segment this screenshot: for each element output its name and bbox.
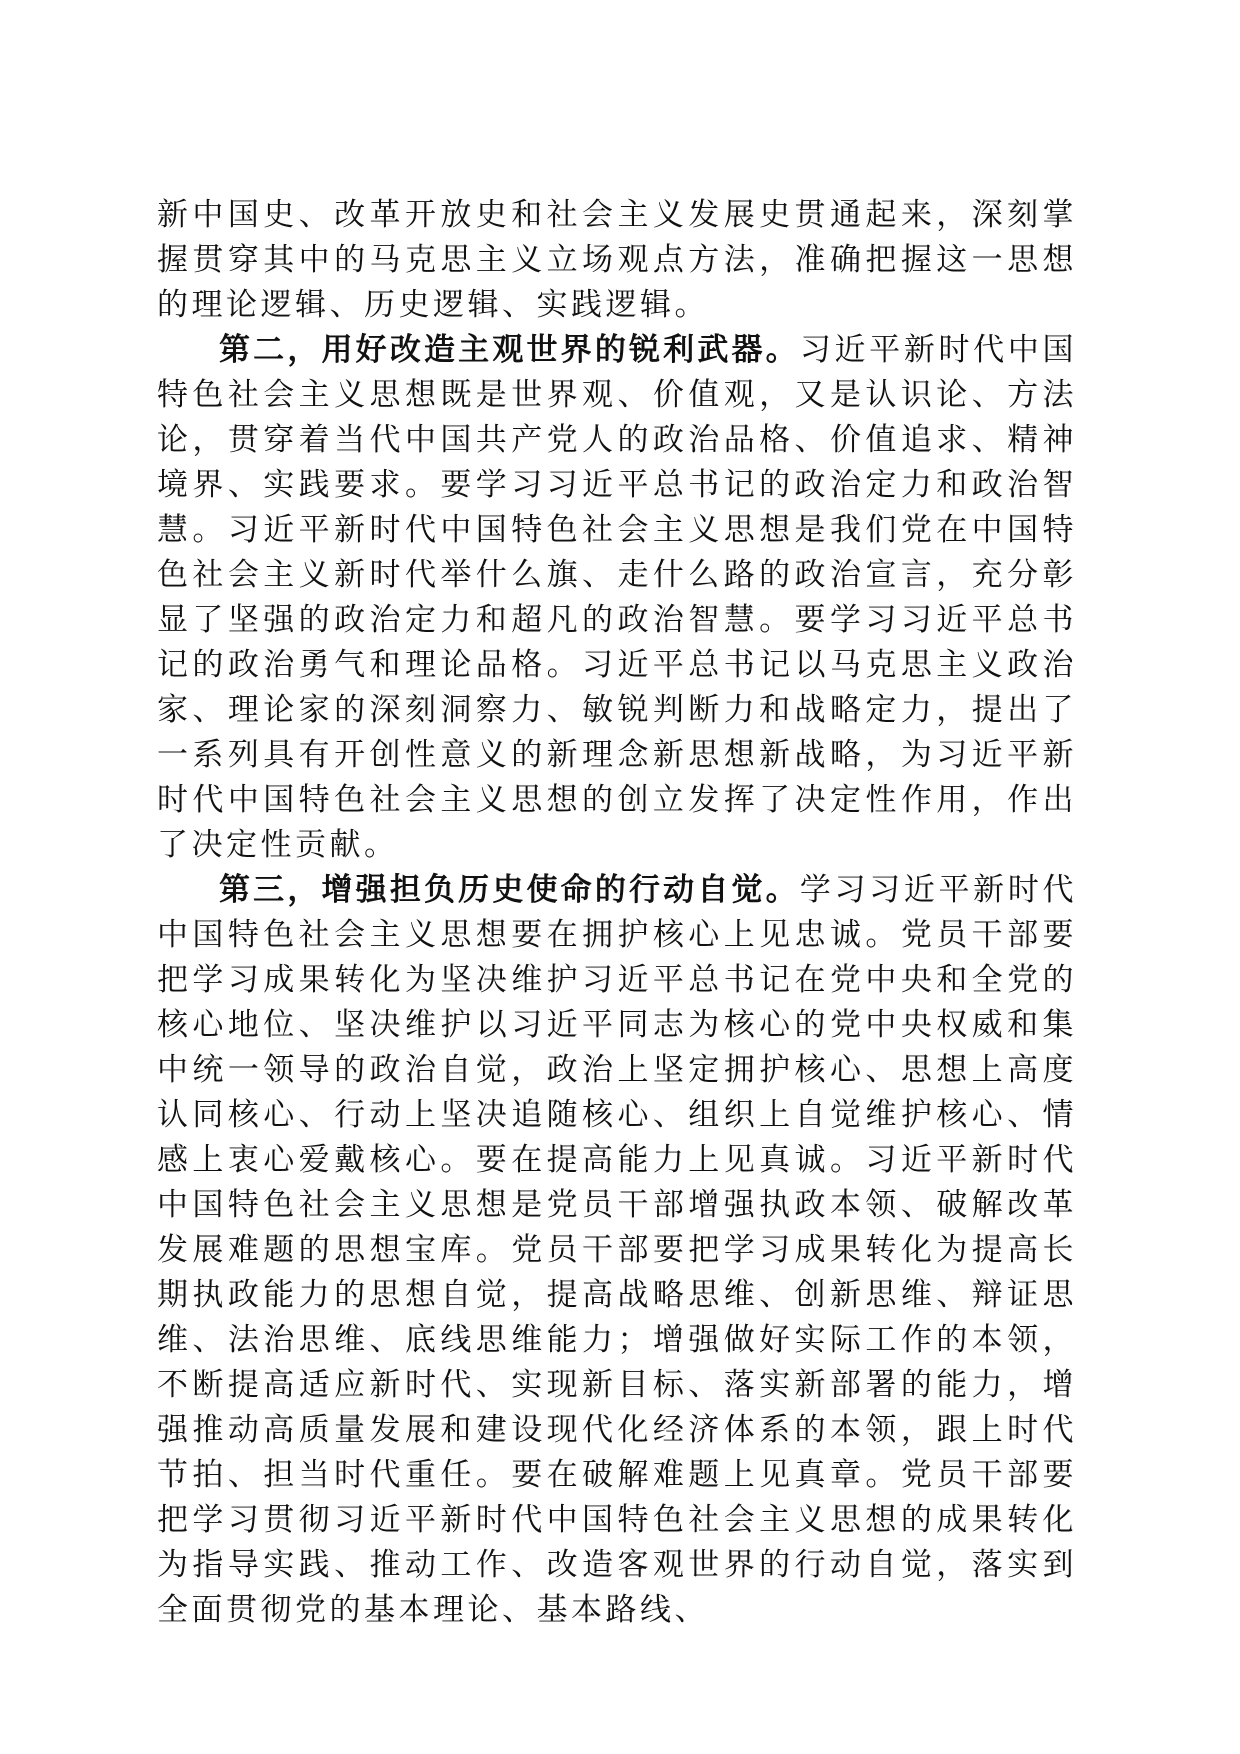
paragraph-1-text: 新中国史、改革开放史和社会主义发展史贯通起来，深刻掌握贯穿其中的马克思主义立场观点方法，准确把握这一思想的理论逻辑、历史逻辑、实践逻辑。 — [157, 197, 1077, 323]
paragraph-3-heading: 第三，增强担负历史使命的行动自觉。 — [219, 872, 800, 908]
document-page — [157, 193, 1077, 1633]
paragraph-3 — [157, 868, 1077, 1633]
paragraph-2-text: 习近平新时代中国特色社会主义思想既是世界观、价值观，又是认识论、方法论，贯穿着当代中国共产党人的政治品格、价值追求、精神境界、实践要求。要学习习近平总书记的政治定力和政治智慧。习近平新时代中国特色社会主义思想是我们党在中国特色社会主义新时代举什么旗、走什么路的政治宣言，充分彰显了坚强的政治定力和超凡的政治智慧。要学习习近平总书记的政治勇气和理论品格。习近平总书记以马克思主义政治家、理论家的深刻洞察力、敏锐判断力和战略定力，提出了一系列具有开创性意义的新理念新思想新战略，为习近平新时代中国特色社会主义思想的创立发挥了决定性作用，作出了决定性贡献。 — [157, 332, 1078, 863]
paragraph-2-heading: 第二，用好改造主观世界的锐利武器。 — [219, 332, 800, 368]
paragraph-1 — [157, 193, 1077, 328]
paragraph-2 — [157, 328, 1077, 868]
paragraph-3-text: 学习习近平新时代中国特色社会主义思想要在拥护核心上见忠诚。党员干部要把学习成果转化为坚决维护习近平总书记在党中央和全党的核心地位、坚决维护以习近平同志为核心的党中央权威和集中统一领导的政治自觉，政治上坚定拥护核心、思想上高度认同核心、行动上坚决追随核心、组织上自觉维护核心、情感上衷心爱戴核心。要在提高能力上见真诚。习近平新时代中国特色社会主义思想是党员干部增强执政本领、破解改革发展难题的思想宝库。党员干部要把学习成果转化为提高长期执政能力的思想自觉，提高战略思维、创新思维、辩证思维、法治思维、底线思维能力；增强做好实际工作的本领，不断提高适应新时代、实现新目标、落实新部署的能力，增强推动高质量发展和建设现代化经济体系的本领，跟上时代节拍、担当时代重任。要在破解难题上见真章。党员干部要把学习贯彻习近平新时代中国特色社会主义思想的成果转化为指导实践、推动工作、改造客观世界的行动自觉，落实到全面贯彻党的基本理论、基本路线、 — [157, 872, 1078, 1628]
